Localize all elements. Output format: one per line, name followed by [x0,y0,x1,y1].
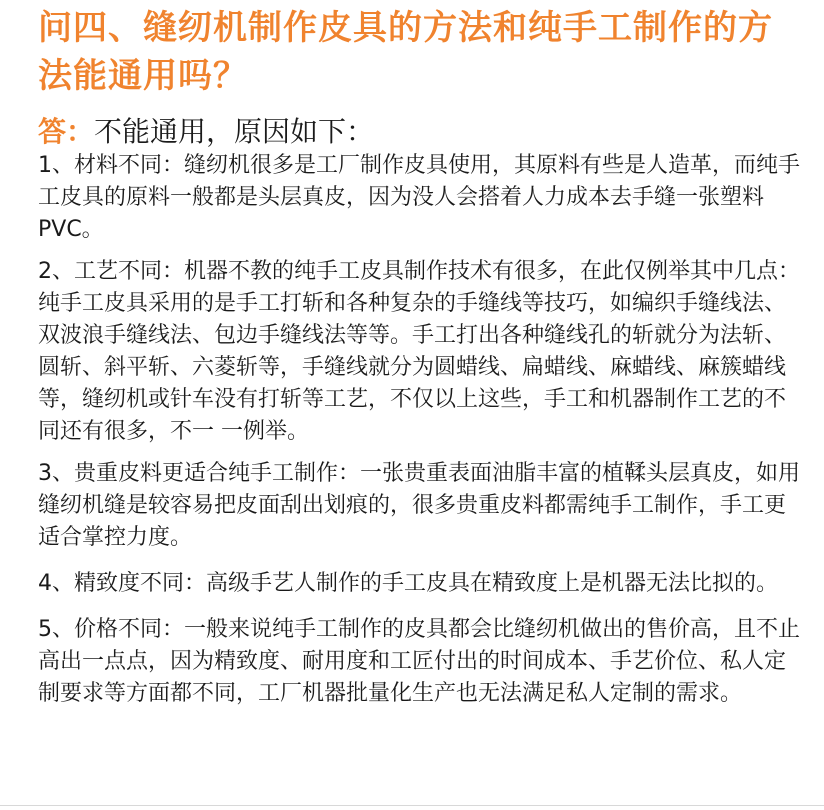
answer-summary: 不能通用，原因如下： [94,115,375,148]
question-title: 问四、缝纫机制作皮具的方法和纯手工制作的方法能通用吗？ [38,8,773,96]
reason-item-2: 2、工艺不同：机器不教的纯手工皮具制作技术有很多，在此仅例举其中几点：纯手工皮具采用的是手工打斩和各种复杂的手缝线等技巧，如编织手缝线法、双波浪手缝线法、包边手缝线法等等。手工打出各种缝线孔的斩就分为法斩、圆斩、斜平斩、六菱斩等，手缝线就分为圆蜡线、扁蜡线、麻蜡线、麻簇蜡线等，缝纫机或针车没有打斩等工艺，不仅以上这些，手工和机器制作工艺的不同还有很多，不一 一例举。 [38,259,800,444]
reason-item-4: 4、精致度不同：高级手艺人制作的手工皮具在精致度上是机器无法比拟的。 [38,571,778,596]
answer-label: 答： [38,115,95,148]
reason-item-5: 5、价格不同：一般来说纯手工制作的皮具都会比缝纫机做出的售价高，且不止高出一点点，因为精致度、耐用度和工匠付出的时间成本、手艺价位、私人定制要求等方面都不同，工厂机器批量化生产也无法满足私人定制的需求。 [38,617,800,706]
bottom-divider [0,805,824,806]
answer-heading [38,114,804,150]
reason-item-1: 1、材料不同：缝纫机很多是工厂制作皮具使用，其原料有些是人造革，而纯手工皮具的原料一般都是头层真皮，因为没人会搭着人力成本去手缝一张塑料PVC。 [38,153,800,242]
reason-item-3: 3、贵重皮料更适合纯手工制作：一张贵重表面油脂丰富的植鞣头层真皮，如用缝纫机缝是较容易把皮面刮出划痕的，很多贵重皮料都需纯手工制作，手工更适合掌控力度。 [38,461,800,550]
